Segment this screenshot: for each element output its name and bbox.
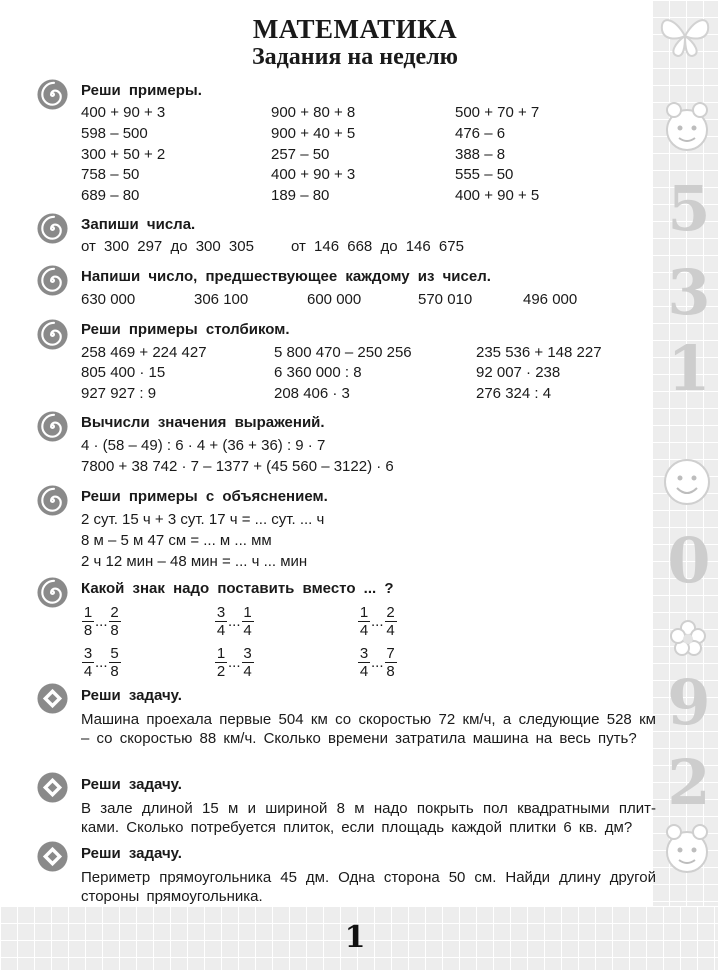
example: 689 – 80 bbox=[81, 187, 140, 204]
section-heading: Напиши число, предшествующее каждому из чисел. bbox=[81, 268, 491, 285]
girl-face-icon bbox=[660, 96, 714, 156]
example: 208 406 · 3 bbox=[274, 385, 350, 402]
spiral-icon bbox=[36, 484, 69, 517]
number-item: 570 010 bbox=[418, 291, 473, 308]
example: 257 – 50 bbox=[271, 146, 330, 163]
word-problem-text: В зале длиной 15 м и шириной 8 м надо покрыть пол квадратными плитками. Сколько потребуется плиток, если площадь каждой плитки 6 кв. дм? bbox=[81, 800, 656, 836]
fraction: $\frac{2}{4}$ bbox=[386, 604, 395, 639]
section-heading: Реши задачу. bbox=[81, 845, 182, 862]
fraction: $\frac{1}{2}$ bbox=[216, 645, 226, 680]
decor-digit: 0 bbox=[667, 524, 711, 597]
example: 758 – 50 bbox=[81, 166, 140, 183]
comparison-placeholder: ... bbox=[95, 613, 108, 630]
decor-digit: 2 bbox=[667, 746, 711, 819]
example: 189 – 80 bbox=[271, 187, 330, 204]
example: 400 + 90 + 3 bbox=[271, 166, 356, 183]
expression: 7800 + 38 742 · 7 – 1377 + (45 560 – 3122) · 6 bbox=[81, 458, 394, 475]
fraction-comparison bbox=[214, 645, 255, 680]
section-heading: Реши примеры. bbox=[81, 82, 202, 99]
page-title: МАТЕМАТИКА bbox=[252, 14, 458, 44]
diamond-icon bbox=[36, 682, 69, 715]
section-heading: Реши задачу. bbox=[81, 776, 182, 793]
page-number: 1 bbox=[344, 920, 366, 955]
girl-face-icon bbox=[660, 818, 714, 878]
diamond-icon bbox=[36, 771, 69, 804]
example: 400 + 90 + 3 bbox=[81, 104, 166, 121]
decor-digit: 9 bbox=[667, 666, 711, 739]
decor-digit: 1 bbox=[667, 332, 711, 405]
page-subtitle: Задания на неделю bbox=[251, 44, 459, 70]
spiral-icon bbox=[36, 318, 69, 351]
example: 92 007 · 238 bbox=[476, 364, 561, 381]
example: 6 360 000 : 8 bbox=[274, 364, 362, 381]
example: 500 + 70 + 7 bbox=[455, 104, 540, 121]
boy-face-icon bbox=[660, 450, 714, 510]
decor-digit: 3 bbox=[667, 256, 711, 329]
comparison-placeholder: ... bbox=[371, 654, 384, 671]
decor-digit: 5 bbox=[667, 172, 711, 245]
number-item: 496 000 bbox=[523, 291, 578, 308]
word-problem-text: Периметр прямоугольника 45 дм. Одна сторона 50 см. Найди длину другой стороны прямоугольника. bbox=[81, 869, 656, 905]
fraction: $\frac{5}{8}$ bbox=[110, 645, 119, 680]
fraction: $\frac{1}{8}$ bbox=[83, 604, 93, 639]
example: 598 – 500 bbox=[81, 125, 148, 142]
number-range: от 146 668 до 146 675 bbox=[291, 238, 464, 255]
example: 5 800 470 – 250 256 bbox=[274, 344, 412, 361]
comparison-placeholder: ... bbox=[95, 654, 108, 671]
number-item: 630 000 bbox=[81, 291, 136, 308]
example: 388 – 8 bbox=[455, 146, 506, 163]
fraction-comparison bbox=[214, 604, 255, 639]
fraction: $\frac{2}{8}$ bbox=[110, 604, 119, 639]
unit-example: 2 ч 12 мин – 48 мин = ... ч ... мин bbox=[81, 553, 308, 570]
fraction: $\frac{3}{4}$ bbox=[243, 645, 252, 680]
comparison-placeholder: ... bbox=[228, 654, 241, 671]
section-heading: Реши задачу. bbox=[81, 687, 182, 704]
word-problem-text: Машина проехала первые 504 км со скоростью 72 км/ч, а следующие 528 км – со скоростью 88 км/ч. Сколько времени затратила машина на весь путь? bbox=[81, 711, 656, 747]
example: 300 + 50 + 2 bbox=[81, 146, 166, 163]
comparison-placeholder: ... bbox=[228, 613, 241, 630]
spiral-icon bbox=[36, 212, 69, 245]
fraction: $\frac{1}{4}$ bbox=[243, 604, 252, 639]
flower-icon bbox=[668, 618, 708, 658]
section-heading: Какой знак надо поставить вместо ... ? bbox=[81, 580, 394, 597]
section-heading: Вычисли значения выражений. bbox=[81, 414, 325, 431]
butterfly-icon bbox=[656, 10, 714, 62]
unit-example: 8 м – 5 м 47 см = ... м ... мм bbox=[81, 532, 272, 549]
example: 900 + 40 + 5 bbox=[271, 125, 356, 142]
example: 276 324 : 4 bbox=[476, 385, 552, 402]
fraction: $\frac{3}{4}$ bbox=[359, 645, 369, 680]
fraction-comparison bbox=[81, 645, 122, 680]
fraction: $\frac{1}{4}$ bbox=[359, 604, 369, 639]
fraction-comparison bbox=[81, 604, 122, 639]
example: 476 – 6 bbox=[455, 125, 506, 142]
spiral-icon bbox=[36, 264, 69, 297]
number-item: 600 000 bbox=[307, 291, 362, 308]
number-item: 306 100 bbox=[194, 291, 249, 308]
fraction-comparison bbox=[357, 645, 398, 680]
section-heading: Реши примеры столбиком. bbox=[81, 321, 290, 338]
fraction: $\frac{3}{4}$ bbox=[216, 604, 226, 639]
example: 400 + 90 + 5 bbox=[455, 187, 540, 204]
example: 235 536 + 148 227 bbox=[476, 344, 602, 361]
example: 927 927 : 9 bbox=[81, 385, 157, 402]
example: 900 + 80 + 8 bbox=[271, 104, 356, 121]
section-heading: Запиши числа. bbox=[81, 216, 196, 233]
example: 555 – 50 bbox=[455, 166, 514, 183]
example: 258 469 + 224 427 bbox=[81, 344, 207, 361]
unit-example: 2 сут. 15 ч + 3 сут. 17 ч = ... сут. ... ч bbox=[81, 511, 325, 528]
comparison-placeholder: ... bbox=[371, 613, 384, 630]
fraction: $\frac{7}{8}$ bbox=[386, 645, 395, 680]
diamond-icon bbox=[36, 840, 69, 873]
section-heading: Реши примеры с объяснением. bbox=[81, 488, 328, 505]
fraction: $\frac{3}{4}$ bbox=[83, 645, 93, 680]
example: 805 400 · 15 bbox=[81, 364, 166, 381]
number-range: от 300 297 до 300 305 bbox=[81, 238, 254, 255]
spiral-icon bbox=[36, 78, 69, 111]
spiral-icon bbox=[36, 576, 69, 609]
fraction-comparison bbox=[357, 604, 398, 639]
spiral-icon bbox=[36, 410, 69, 443]
expression: 4 · (58 – 49) : 6 · 4 + (36 + 36) : 9 · 7 bbox=[81, 437, 326, 454]
